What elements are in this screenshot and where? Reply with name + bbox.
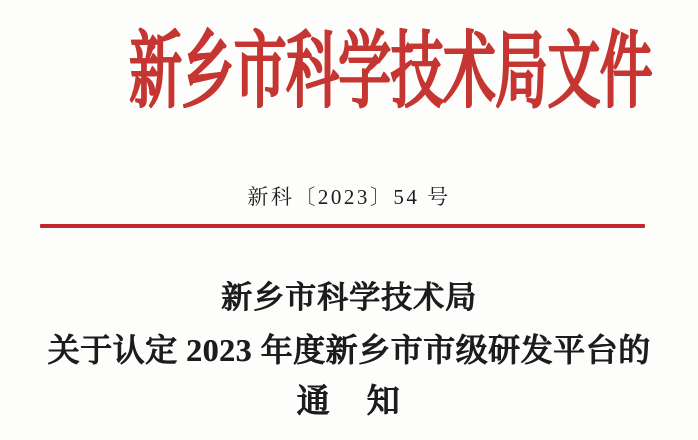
doc-number: 新科〔2023〕54 号: [247, 185, 451, 209]
notice-title-issuer: 新乡市科学技术局: [221, 280, 477, 315]
masthead-title: 新乡市科学技术局文件: [129, 26, 653, 119]
notice-title-subject: 关于认定 2023 年度新乡市市级研发平台的: [47, 332, 651, 368]
red-divider-line: [40, 224, 645, 228]
notice-title-type: 通 知: [296, 384, 402, 420]
notice-title-block: [0, 272, 698, 428]
